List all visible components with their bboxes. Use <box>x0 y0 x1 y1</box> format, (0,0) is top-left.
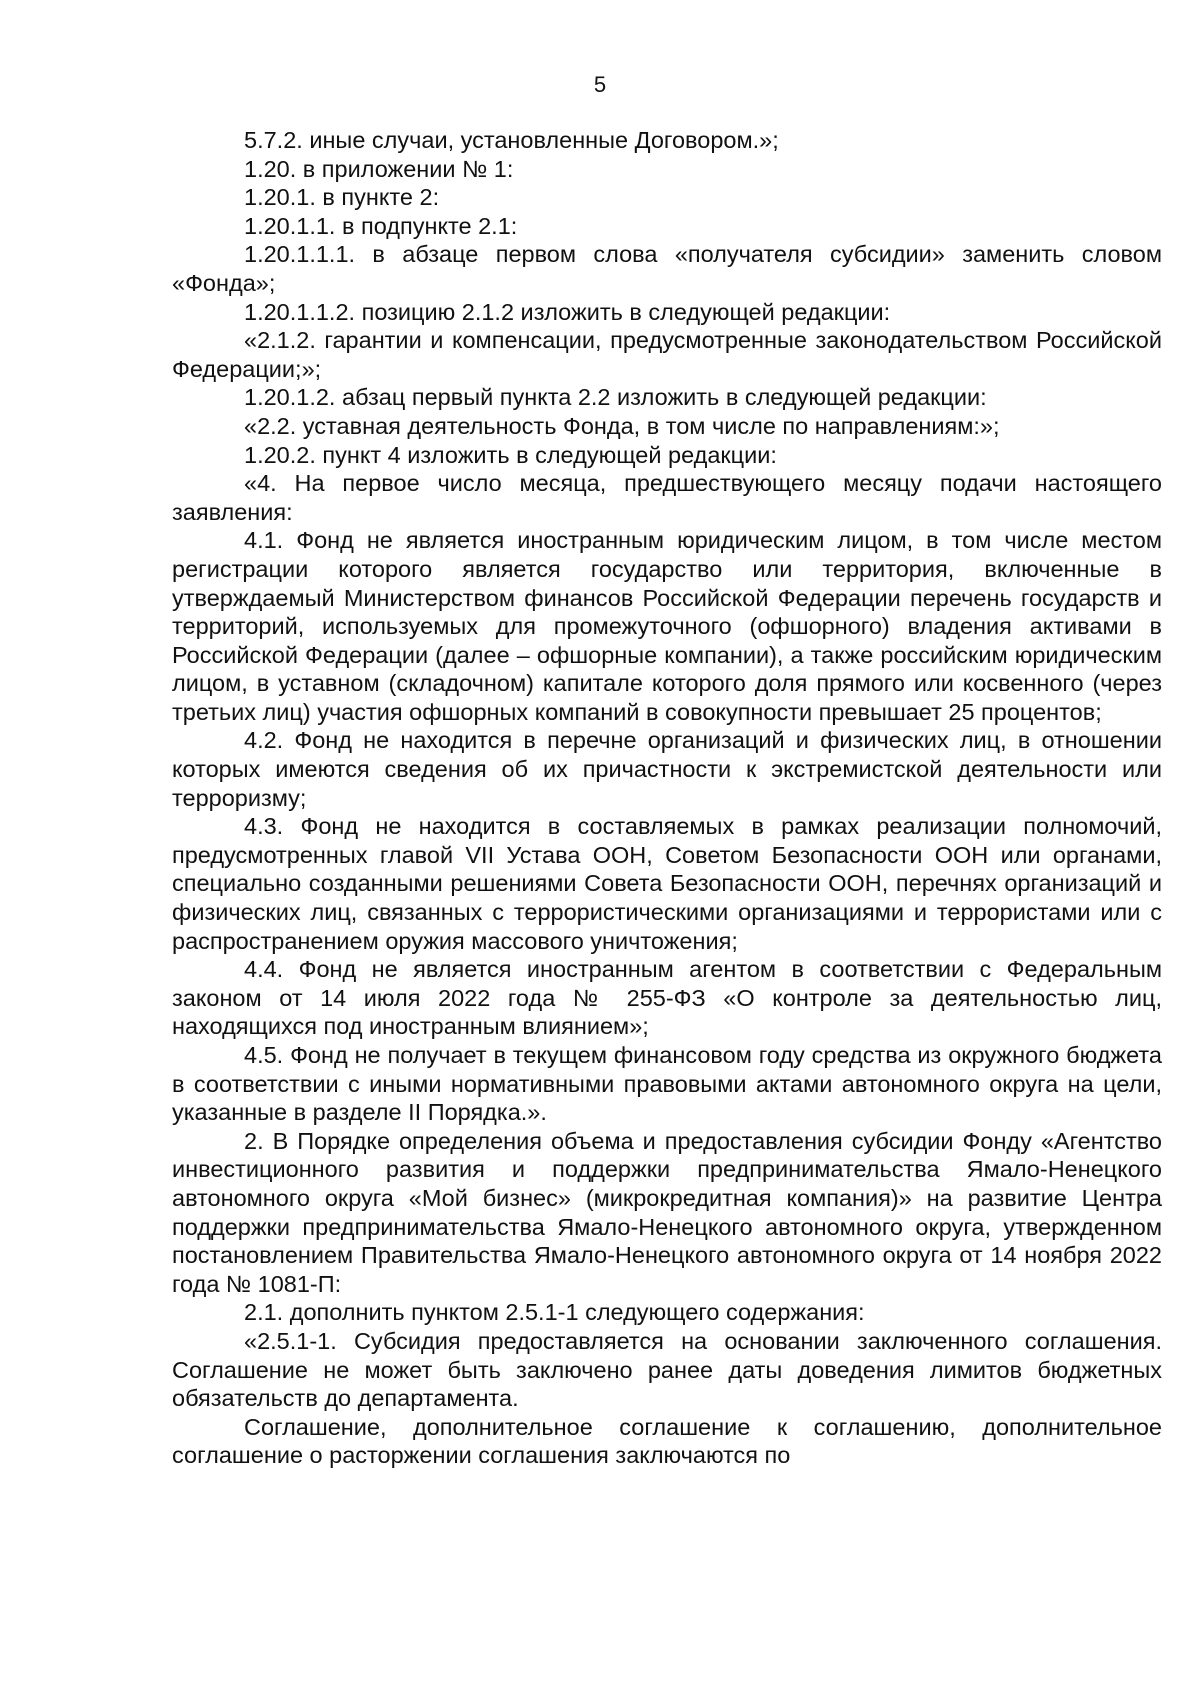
paragraph-4-3: 4.3. Фонд не находится в составляемых в рамках реализации полномочий, предусмотренных главой VII Устава ООН, Советом Безопасности ООН или органами, специально созданными решениями Совета Безопасности ООН, перечнях организаций и физических лиц, связанных с террористическими организациями и террористами или с распространением оружия массового уничтожения; <box>172 813 1162 954</box>
paragraph-quote-2-1-2: «2.1.2. гарантии и компенсации, предусмотренные законодательством Российской Федерации;»; <box>172 327 1162 382</box>
paragraph-quote-2-5-1-1: «2.5.1-1. Субсидия предоставляется на основании заключенного соглашения. Соглашение не может быть заключено ранее даты доведения лимитов бюджетных обязательств до департамента. <box>172 1327 1162 1412</box>
paragraph-5-7-2: 5.7.2. иные случаи, установленные Договором.»; <box>244 127 779 153</box>
paragraph-4-2: 4.2. Фонд не находится в перечне организаций и физических лиц, в отношении которых имеются сведения об их причастности к экстремистской деятельности или терроризму; <box>172 727 1162 811</box>
paragraph-4-5: 4.5. Фонд не получает в текущем финансовом году средства из окружного бюджета в соответствии с иными нормативными правовыми актами автономного округа на цели, указанные в разделе II Порядка.». <box>172 1042 1162 1126</box>
paragraph-1-20: 1.20. в приложении № 1: <box>244 155 514 182</box>
page-number: 5 <box>593 72 607 97</box>
paragraph-2-1: 2.1. дополнить пунктом 2.5.1-1 следующего содержания: <box>244 1299 865 1326</box>
paragraph-1-20-1-1-2: 1.20.1.1.2. позицию 2.1.2 изложить в следующей редакции: <box>244 298 891 325</box>
paragraph-4-4: 4.4. Фонд не является иностранным агентом в соответствии с Федеральным законом от 14 июля 2022 года № 255-ФЗ «О контроле за деятельностью лиц, находящихся под иностранным влиянием»; <box>172 956 1162 1040</box>
paragraph-1-20-1-1: 1.20.1.1. в подпункте 2.1: <box>244 212 518 239</box>
paragraph-agreement: Соглашение, дополнительное соглашение к соглашению, дополнительное соглашение о расторжении соглашения заключаются по <box>172 1413 1162 1469</box>
paragraph-4-1: 4.1. Фонд не является иностранным юридическим лицом, в том числе местом регистрации которого является государство или территория, включенные в утверждаемый Министерством финансов Российской Федерации перечень государств и территорий, используемых для промежуточного (офшорного) владения активами в Российской Федерации (далее – офшорные компании), а также российским юридическим лицом, в уставном (складочном) капитале которого доля прямого или косвенного (через третьих лиц) участия офшорных компаний в совокупности превышает 25 процентов; <box>172 527 1162 725</box>
paragraph-1-20-2: 1.20.2. пункт 4 изложить в следующей редакции: <box>244 441 777 468</box>
paragraph-quote-4: «4. На первое число месяца, предшествующего месяцу подачи настоящего заявления: <box>172 470 1162 525</box>
paragraph-1-20-1-2: 1.20.1.2. абзац первый пункта 2.2 изложить в следующей редакции: <box>244 384 987 411</box>
paragraph-1-20-1-1-1: 1.20.1.1.1. в абзаце первом слова «получателя субсидии» заменить словом «Фонда»; <box>172 241 1162 296</box>
paragraph-quote-2-2: «2.2. уставная деятельность Фонда, в том числе по направлениям:»; <box>244 412 1000 439</box>
paragraph-2: 2. В Порядке определения объема и предоставления субсидии Фонду «Агентство инвестиционного развития и поддержки предпринимательства Ямало-Ненецкого автономного округа «Мой бизнес» (микрокредитная компания)» на развитие Центра поддержки предпринимательства Ямало-Ненецкого автономного округа, утвержденном постановлением Правительства Ямало-Ненецкого автономного округа от 14 ноября 2022 года № 1081-П: <box>172 1127 1162 1297</box>
paragraph-1-20-1: 1.20.1. в пункте 2: <box>244 184 440 211</box>
document-body <box>172 126 1162 1470</box>
